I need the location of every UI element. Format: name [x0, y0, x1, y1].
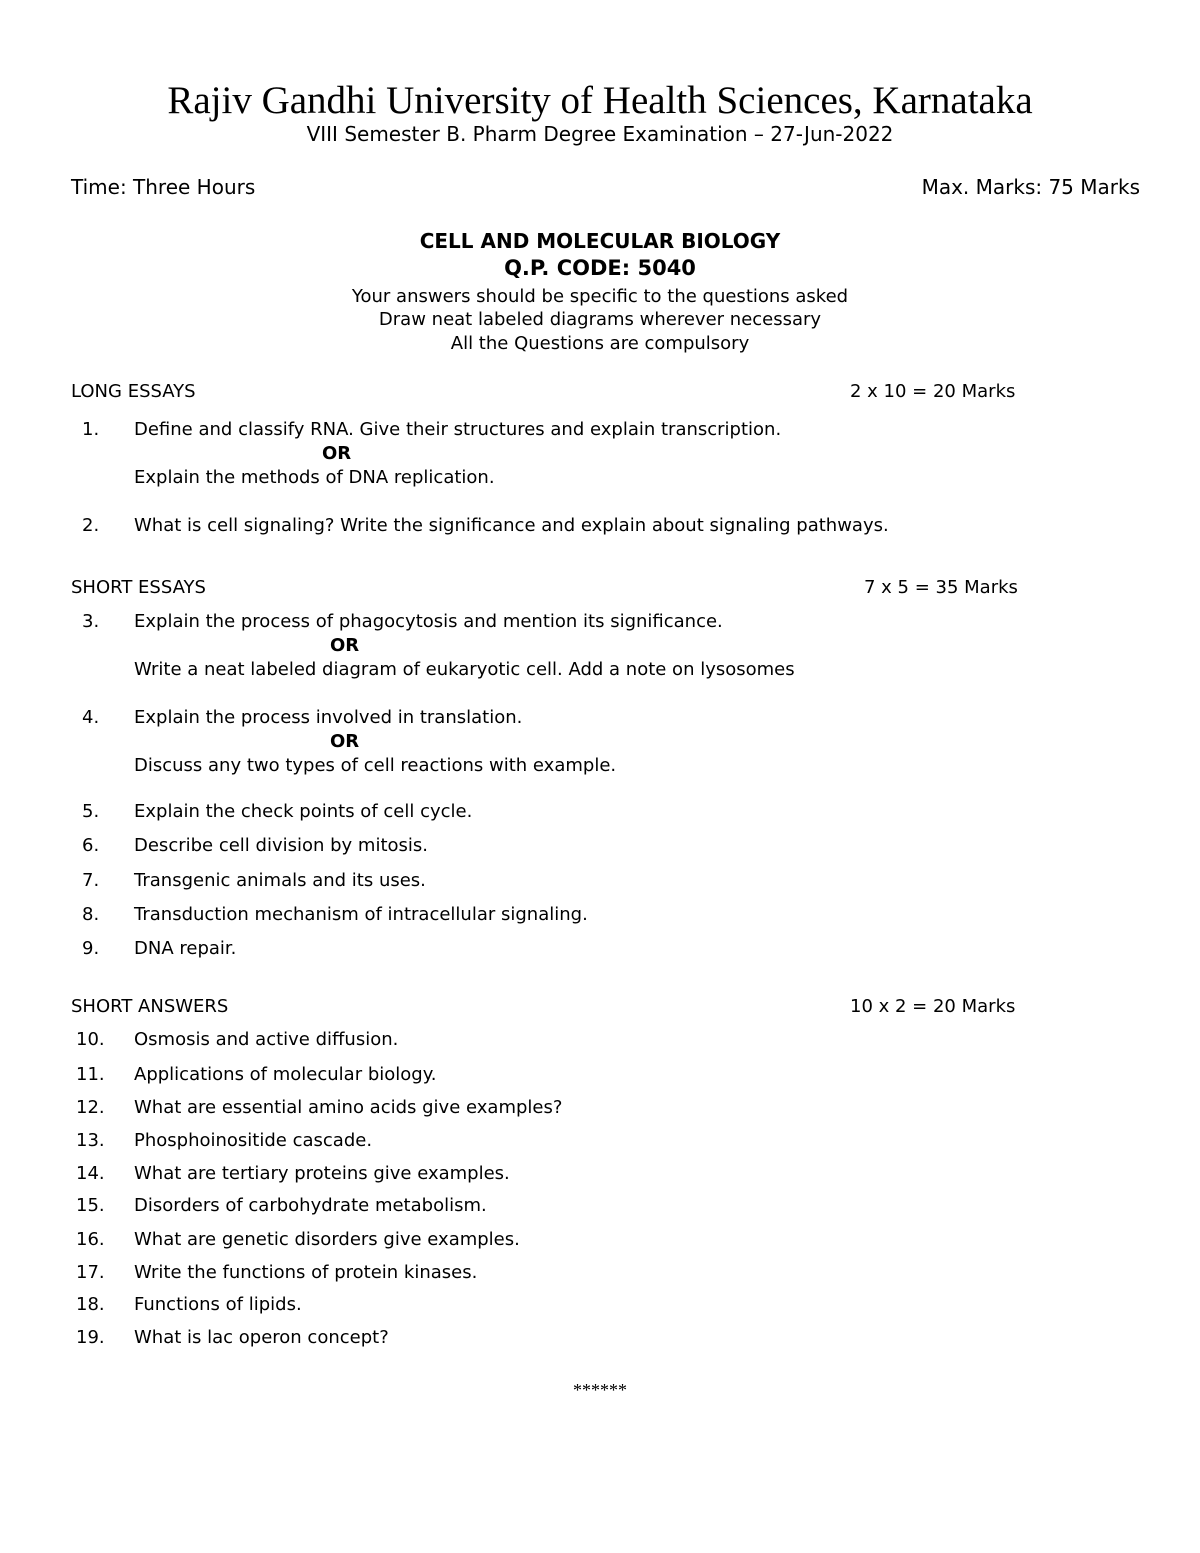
question-text: What is lac operon concept?: [134, 1327, 389, 1348]
question-text: What are genetic disorders give examples.: [134, 1229, 520, 1250]
end-of-paper-mark: ******: [573, 1380, 627, 1400]
question-text: What are tertiary proteins give examples.: [134, 1163, 510, 1184]
instruction-line: All the Questions are compulsory: [450, 333, 750, 354]
section-title-long-essays: LONG ESSAYS: [71, 381, 196, 402]
question-number: 9.: [82, 938, 100, 959]
question-text: Define and classify RNA. Give their structures and explain transcription.: [134, 419, 782, 440]
question-text: Write the functions of protein kinases.: [134, 1262, 478, 1283]
question-text: Disorders of carbohydrate metabolism.: [134, 1195, 487, 1216]
question-alternative: Explain the methods of DNA replication.: [134, 467, 495, 488]
section-title-short-essays: SHORT ESSAYS: [71, 577, 206, 598]
question-number: 17.: [76, 1262, 105, 1283]
question-number: 10.: [76, 1029, 105, 1050]
question-number: 19.: [76, 1327, 105, 1348]
question-number: 8.: [82, 904, 100, 925]
question-alternative: Discuss any two types of cell reactions with example.: [134, 755, 617, 776]
university-title: Rajiv Gandhi University of Health Sciences, Karnataka: [167, 79, 1033, 122]
section-marks-short-answers: 10 x 2 = 20 Marks: [850, 996, 1016, 1017]
question-number: 13.: [76, 1130, 105, 1151]
question-text: Transduction mechanism of intracellular signaling.: [134, 904, 588, 925]
question-text: Explain the process of phagocytosis and mention its significance.: [134, 611, 723, 632]
question-number: 6.: [82, 835, 100, 856]
or-separator: OR: [330, 635, 360, 656]
question-number: 4.: [82, 707, 100, 728]
section-marks-long-essays: 2 x 10 = 20 Marks: [850, 381, 1016, 402]
question-text: Functions of lipids.: [134, 1294, 302, 1315]
question-text: Phosphoinositide cascade.: [134, 1130, 373, 1151]
question-alternative: Write a neat labeled diagram of eukaryotic cell. Add a note on lysosomes: [134, 659, 795, 680]
question-text: Transgenic animals and its uses.: [134, 870, 426, 891]
section-marks-short-essays: 7 x 5 = 35 Marks: [864, 577, 1018, 598]
question-text: DNA repair.: [134, 938, 237, 959]
question-text: Explain the check points of cell cycle.: [134, 801, 473, 822]
question-number: 14.: [76, 1163, 105, 1184]
exam-duration: Time: Three Hours: [71, 175, 256, 199]
question-number: 2.: [82, 515, 100, 536]
question-number: 15.: [76, 1195, 105, 1216]
or-separator: OR: [322, 443, 352, 464]
qp-code: Q.P. CODE: 5040: [504, 256, 696, 280]
question-number: 1.: [82, 419, 100, 440]
question-number: 12.: [76, 1097, 105, 1118]
or-separator: OR: [330, 731, 360, 752]
question-number: 5.: [82, 801, 100, 822]
question-text: Applications of molecular biology.: [134, 1064, 437, 1085]
instruction-line: Your answers should be specific to the questions asked: [351, 286, 849, 307]
section-title-short-answers: SHORT ANSWERS: [71, 996, 229, 1017]
instruction-line: Draw neat labeled diagrams wherever necessary: [378, 309, 822, 330]
subject-title: CELL AND MOLECULAR BIOLOGY: [419, 229, 781, 253]
exam-subtitle: VIII Semester B. Pharm Degree Examination – 27-Jun-2022: [306, 122, 894, 146]
question-number: 11.: [76, 1064, 105, 1085]
question-text: Explain the process involved in translation.: [134, 707, 523, 728]
question-text: Describe cell division by mitosis.: [134, 835, 429, 856]
max-marks: Max. Marks: 75 Marks: [921, 175, 1140, 199]
question-number: 7.: [82, 870, 100, 891]
question-text: Osmosis and active diffusion.: [134, 1029, 399, 1050]
question-text: What is cell signaling? Write the significance and explain about signaling pathways.: [134, 515, 889, 536]
question-number: 18.: [76, 1294, 105, 1315]
question-text: What are essential amino acids give examples?: [134, 1097, 563, 1118]
question-number: 3.: [82, 611, 100, 632]
question-number: 16.: [76, 1229, 105, 1250]
